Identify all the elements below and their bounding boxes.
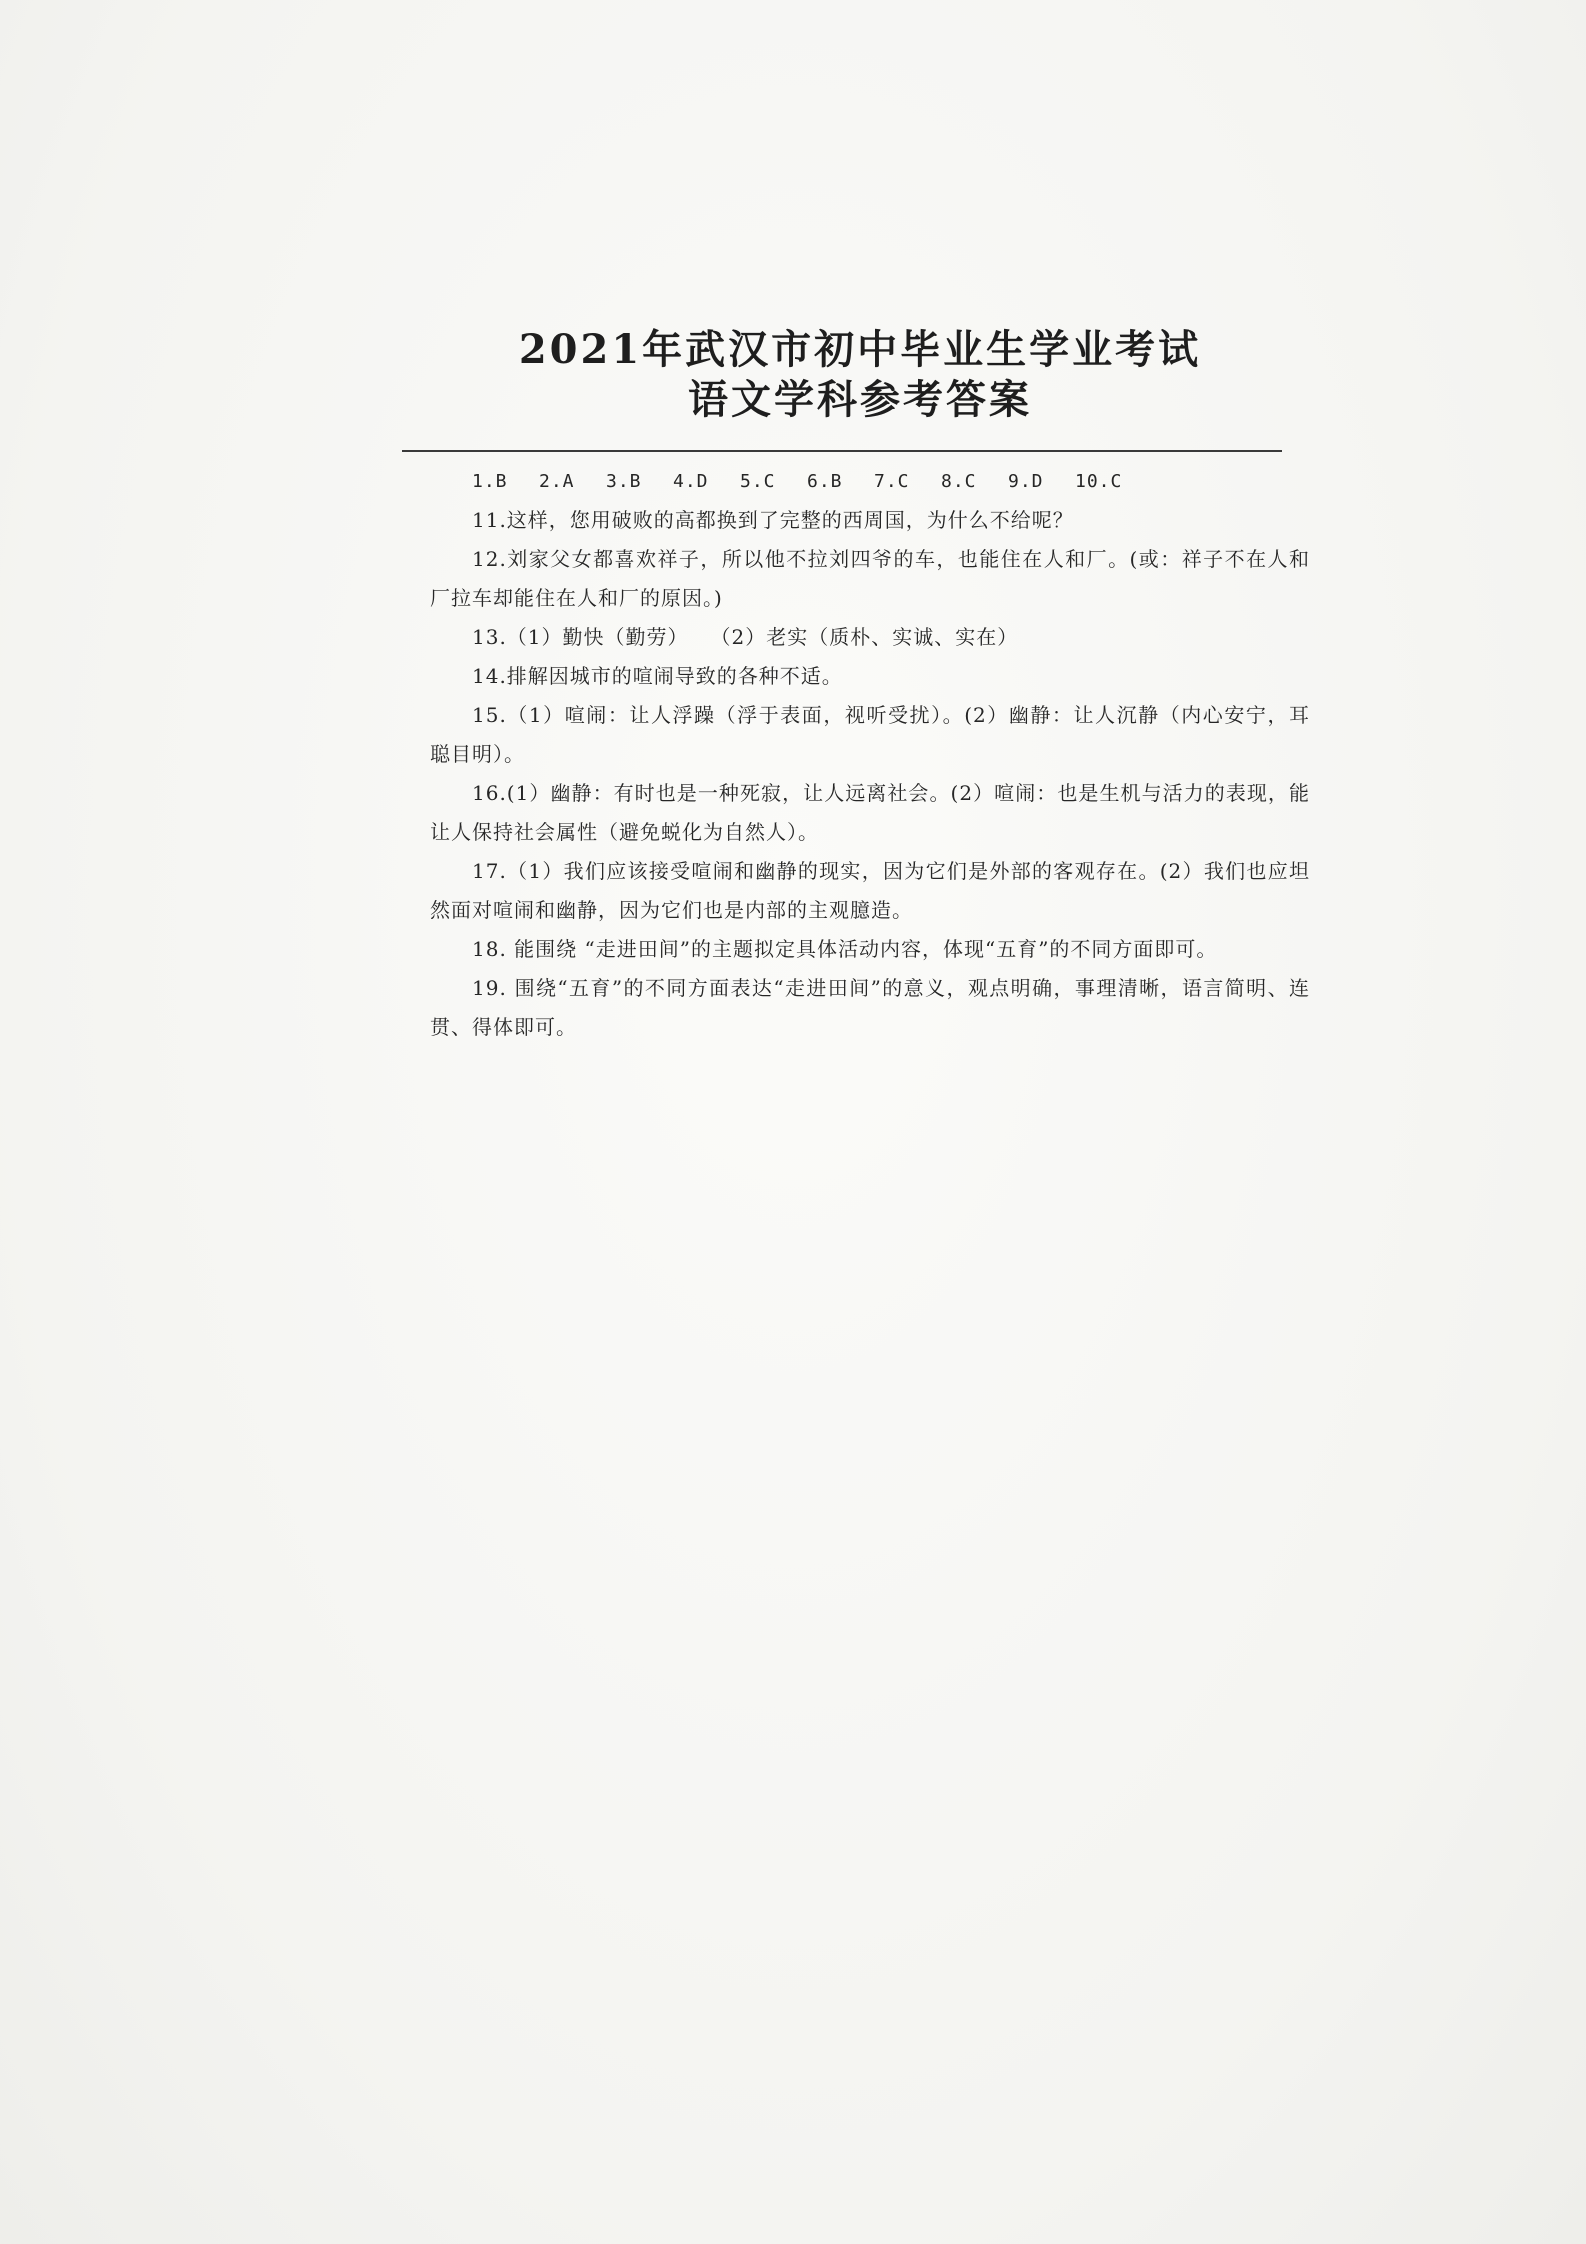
title-divider <box>402 450 1282 452</box>
mc-answer: 2.A <box>539 471 575 492</box>
answer-13: 13.（1）勤快（勤劳） （2）老实（质朴、实诚、实在） <box>472 625 1019 649</box>
multiple-choice-row <box>430 462 1310 501</box>
mc-answer: 7.C <box>874 471 910 492</box>
answer-18: 18. 能围绕 “走进田间”的主题拟定具体活动内容，体现“五育”的不同方面即可。 <box>472 937 1218 961</box>
mc-answer: 6.B <box>807 471 843 492</box>
answer-12: 12.刘家父女都喜欢祥子，所以他不拉刘四爷的车，也能住在人和厂。(或：祥子不在人和厂拉车却能住在人和厂的原因。) <box>430 547 1310 610</box>
answer-17: 17.（1）我们应该接受喧闹和幽静的现实，因为它们是外部的客观存在。(2）我们也应坦然面对喧闹和幽静，因为它们也是内部的主观臆造。 <box>430 859 1310 922</box>
mc-answer: 9.D <box>1008 471 1044 492</box>
answer-14: 14.排解因城市的喧闹导致的各种不适。 <box>472 664 843 688</box>
mc-answer: 10.C <box>1075 471 1123 492</box>
answer-16: 16.(1）幽静：有时也是一种死寂，让人远离社会。(2）喧闹：也是生机与活力的表现，能让人保持社会属性（避免蜕化为自然人）。 <box>430 781 1310 844</box>
mc-answer: 5.C <box>740 471 776 492</box>
document-title: 2021年武汉市初中毕业生学业考试 <box>518 326 1202 373</box>
answer-11: 11.这样，您用破败的高都换到了完整的西周国，为什么不给呢？ <box>472 508 1074 532</box>
mc-answer: 1.B <box>472 471 508 492</box>
answer-15: 15.（1）喧闹：让人浮躁（浮于表面，视听受扰）。(2）幽静：让人沉静（内心安宁，耳聪目明）。 <box>430 703 1310 766</box>
document-subtitle: 语文学科参考答案 <box>688 376 1032 423</box>
mc-answer: 3.B <box>606 471 642 492</box>
title-block <box>420 325 1300 425</box>
mc-answer: 8.C <box>941 471 977 492</box>
mc-answer: 4.D <box>673 471 709 492</box>
answer-19: 19. 围绕“五育”的不同方面表达“走进田间”的意义，观点明确，事理清晰，语言简明、连贯、得体即可。 <box>430 976 1310 1039</box>
answer-list <box>430 462 1310 1047</box>
